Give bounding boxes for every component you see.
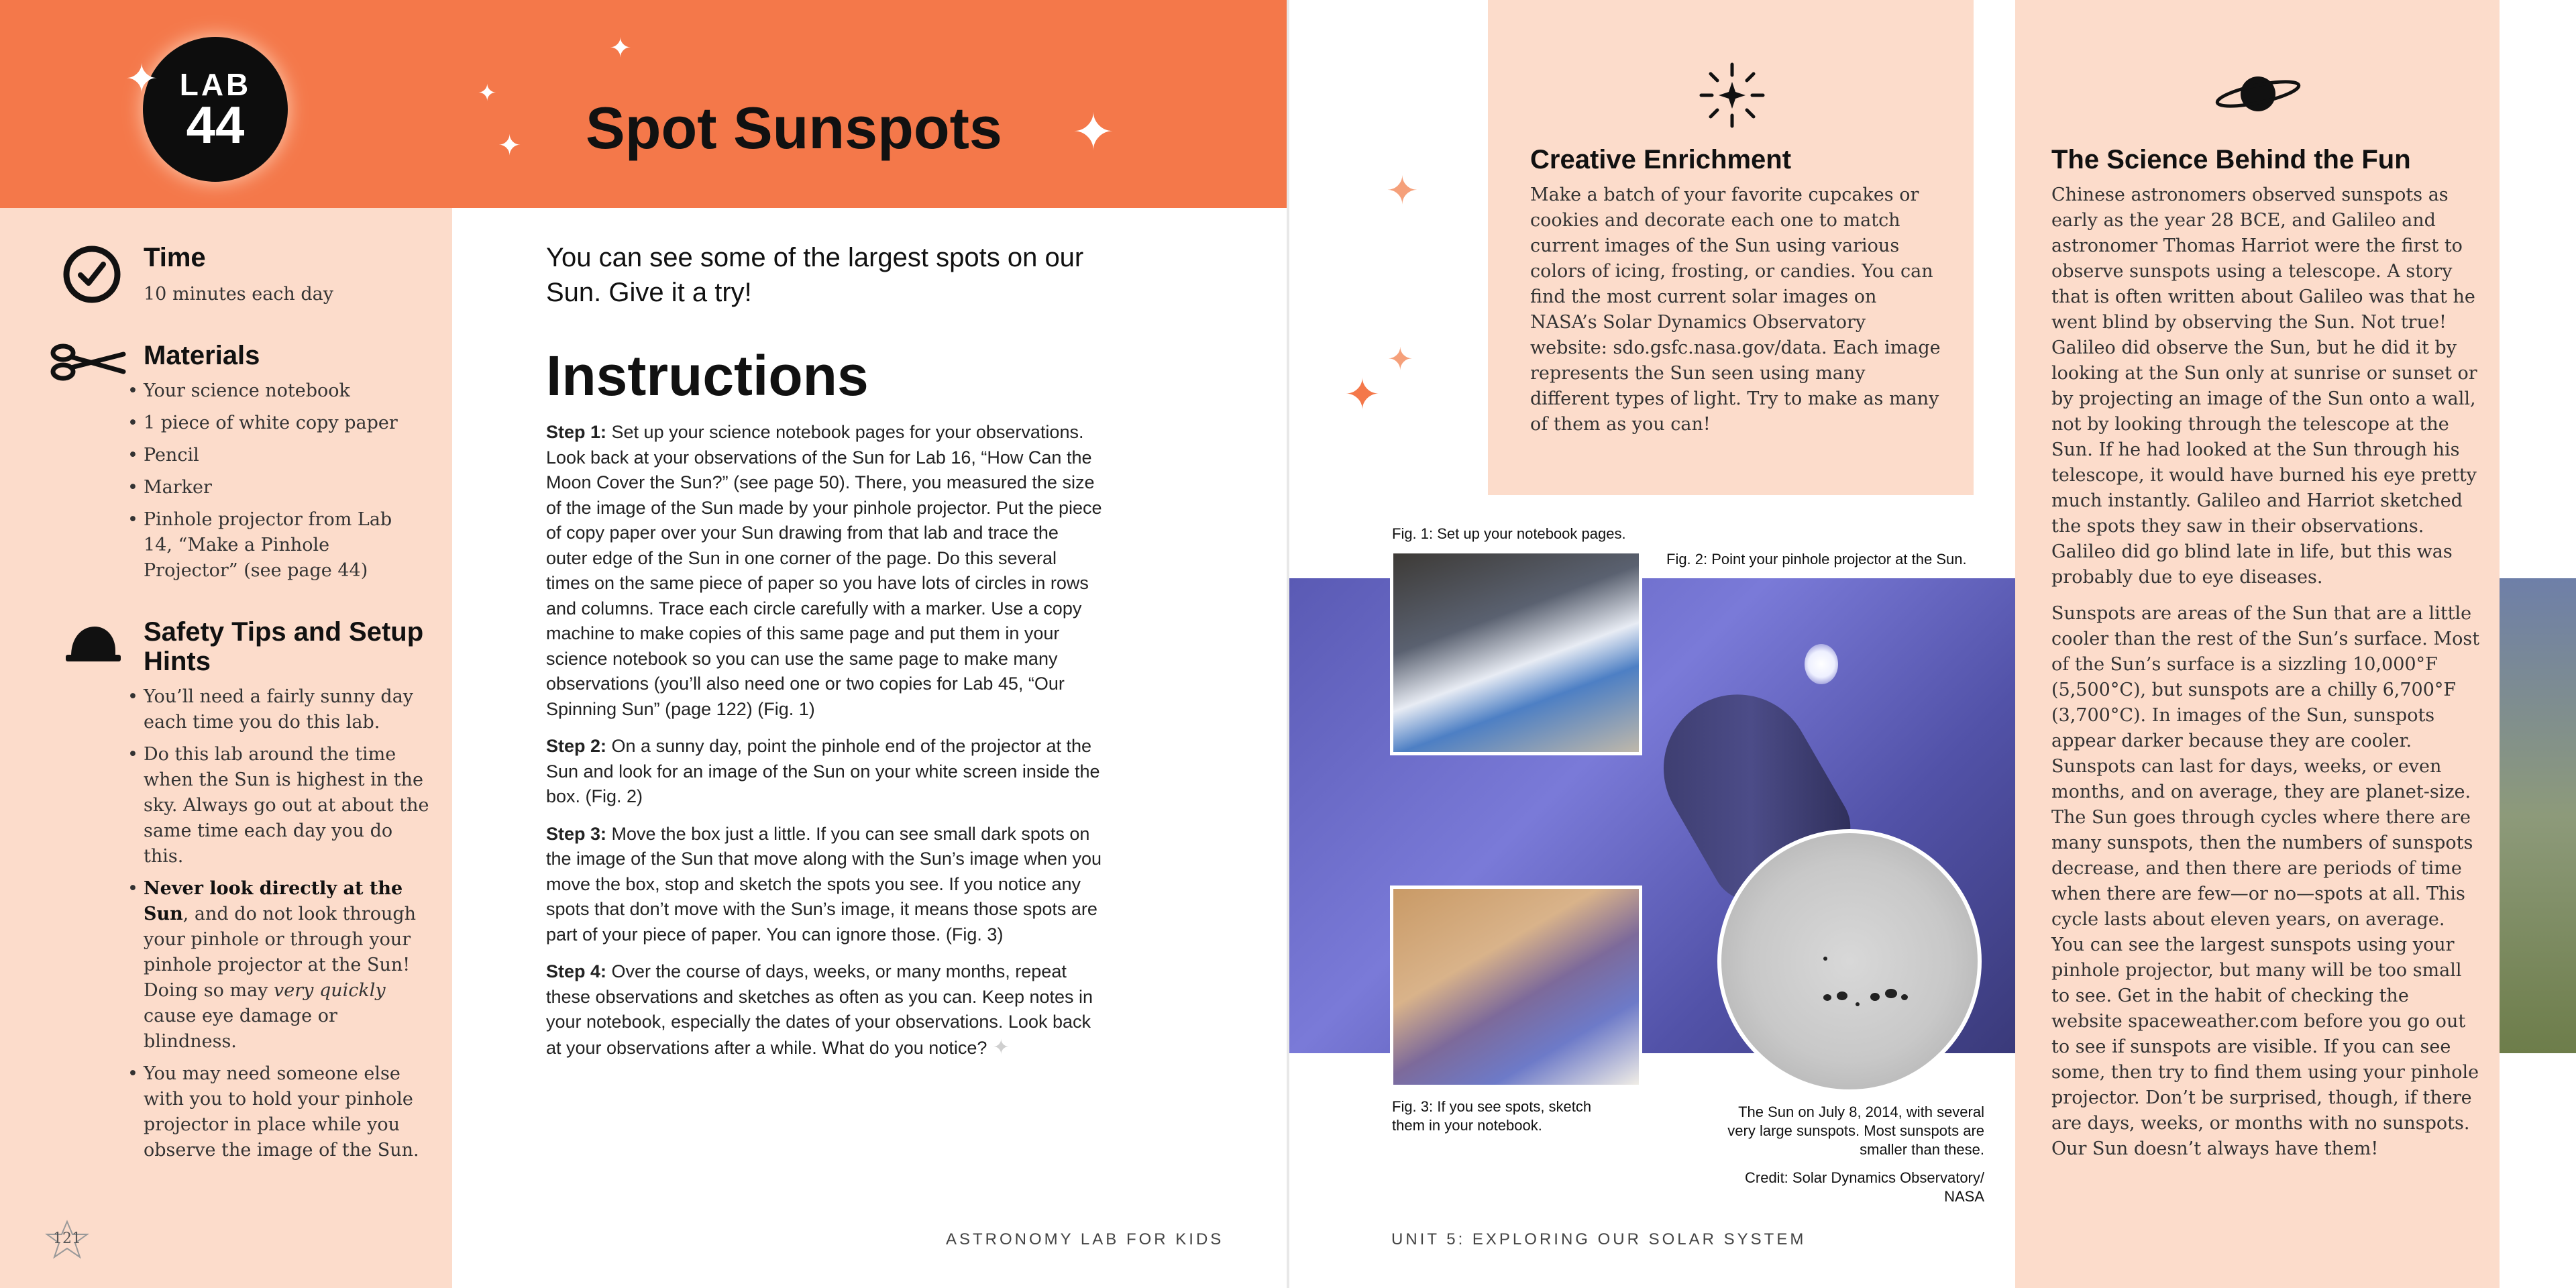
sparkle-icon: ✦ <box>1344 370 1381 419</box>
sparkle-icon: ✦ <box>498 129 522 161</box>
safety-list <box>127 684 429 1170</box>
materials-list <box>127 378 423 590</box>
list-item: • You’ll need a fairly sunny day each time you do this lab. <box>127 684 429 735</box>
list-item: • Pinhole projector from Lab 14, “Make a Pinhole Projector” (see page 44) <box>127 507 423 584</box>
warning-text: Never look directly at the Sun <box>144 878 403 924</box>
step-text: Set up your science notebook pages for your observations. Look back at your observations of the Sun for Lab 16, “How Can the Moon Cover the Sun?” (see page 50). There, you measured the size of the image of the Sun made by your pinhole projector. Put the piece of copy paper over your Sun drawing from that lab and trace the outer edge of the Sun in one corner of the page. Do this several times on the same piece of paper so you have lots of circles in rows and columns. Trace each circle carefully with a marker. Use a copy machine to make copies of this same page and put them in your science notebook so you can use the same page to make many observations (you’ll also need one or two copies for Lab 45, “Our Spinning Sun” (page 122) (Fig. 1) <box>546 422 1102 719</box>
step-text: On a sunny day, point the pinhole end of the projector at the Sun and look for an image of the Sun on your white screen inside the box. (Fig. 2) <box>546 736 1100 806</box>
science-heading: The Science Behind the Fun <box>2051 145 2411 174</box>
enrichment-heading: Creative Enrichment <box>1530 145 1792 174</box>
science-para-1: Chinese astronomers observed sunspots as early as the year 28 BCE, and Galileo and astronomer Thomas Harriot were the first to observe sunspots using a telescope. A story that is often written about Galileo was that he went blind by observing the Sun. Not true! Galileo did observe the Sun, but he did it by looking at the Sun only at sunrise or sunset or by projecting an image of the Sun onto a wall, not by looking through the telescope at the Sun. If he had looked at the Sun through his telescope, it would have burned his eye pretty much instantly. Galileo and Harriot sketched the spots they saw in their observations. Galileo did go blind late in life, but this was probably due to eye diseases. <box>2051 184 2477 588</box>
background-photo-strip <box>2500 578 2576 1053</box>
emphasis-text: very quickly <box>274 980 386 1001</box>
fig1-caption: Fig. 1: Set up your notebook pages. <box>1392 525 1626 542</box>
sunspot <box>1823 994 1831 1001</box>
lab-badge <box>143 37 288 182</box>
fig3-photo <box>1390 885 1642 1088</box>
clock-icon <box>60 243 123 306</box>
sunspot <box>1823 957 1827 961</box>
list-item: • You may need someone else with you to hold your pinhole projector in place while you observe the image of the Sun. <box>127 1061 429 1163</box>
sun-image <box>1717 829 1982 1093</box>
sparkle-icon: ✦ <box>987 1036 1010 1059</box>
footer-right: UNIT 5: EXPLORING OUR SOLAR SYSTEM <box>1391 1230 1807 1248</box>
fig3-caption: Fig. 3: If you see spots, sketch them in your notebook. <box>1392 1098 1592 1134</box>
sparkle-icon: ✦ <box>1386 169 1419 213</box>
sun-projection-spot <box>1805 644 1838 684</box>
sparkle-icon: ✦ <box>609 34 632 63</box>
sparkle-icon <box>1699 62 1766 129</box>
scissors-icon <box>48 342 127 382</box>
step-label: Step 1: <box>546 422 607 442</box>
time-heading: Time <box>144 243 206 272</box>
lab-number: 44 <box>186 95 245 154</box>
list-item: • 1 piece of white copy paper <box>127 411 423 436</box>
enrichment-text: Make a batch of your favorite cupcakes or cookies and decorate each one to match current images of the Sun using various colors of icing, frosting, or candies. You can find the most current solar images on NASA’s Solar Dynamics Observatory website: sdo.gsfc.nasa.gov/data. Each image represents the Sun seen using many different types of light. Try to make as many of them as you can! <box>1530 184 1941 435</box>
sparkle-icon: ✦ <box>1387 341 1413 376</box>
sunspot <box>1885 989 1897 998</box>
list-item: • Pencil <box>127 443 423 468</box>
hard-hat-icon <box>64 623 122 665</box>
photo-credit: Credit: Solar Dynamics Observatory/ NASA <box>1745 1169 1984 1205</box>
sparkle-icon: ✦ <box>478 80 497 106</box>
step-2 <box>546 734 1103 810</box>
instructions-heading: Instructions <box>546 344 869 407</box>
step-label: Step 2: <box>546 736 607 756</box>
step-text: Over the course of days, weeks, or many months, repeat these observations and sketches as often as you can. Keep notes in your notebook, especially the dates of your observations. Look back at your observations after a while. What do you notice? <box>546 961 1093 1058</box>
list-item: • Your science notebook <box>127 378 423 404</box>
materials-heading: Materials <box>144 341 260 370</box>
fig2-caption: Fig. 2: Point your pinhole projector at the Sun. <box>1666 551 1967 568</box>
sparkle-icon: ✦ <box>125 56 159 101</box>
list-item-text: cause eye damage or blindness. <box>144 1006 337 1052</box>
sunspot <box>1901 994 1908 1000</box>
step-label: Step 4: <box>546 961 607 981</box>
science-para-2: Sunspots are areas of the Sun that are a little cooler than the rest of the Sun’s surface. Most of the Sun’s surface is a sizzling 10,000°F (5,500°C), but sunspots are a chilly 6,700°F (3,700°C). In images of the Sun, sunspots appear darker because they are cooler. Sunspots can last for days, weeks, or even months, and on average, they are planet-size. The Sun goes through cycles where there are many sunspots, then the numbers of sunspots decrease, and then there are periods of time when there are few—or no—spots at all. This cycle lasts about eleven years, on average. You can see the largest sunspots using your pinhole projector, but many will be too small to see. Get in the habit of checking the website spaceweather.com before you go out to see if sunspots are visible. If you can see some, then try to find them using your pinhole projector. Don’t be surprised, though, if there are days, weeks, or months with no sunspots. Our Sun doesn’t always have them! <box>2051 603 2480 1159</box>
sparkle-icon: ✦ <box>1072 104 1115 161</box>
sunspot <box>1856 1002 1860 1006</box>
list-item-text: , and do not look through your pinhole or through your pinhole projector at the Sun! Doing so may <box>144 904 417 1001</box>
planet-icon <box>2211 67 2305 121</box>
sun-caption: The Sun on July 8, 2014, with several very large sunspots. Most sunspots are smaller than these. <box>1727 1104 1984 1158</box>
list-item <box>127 876 429 1055</box>
page-number: 121 <box>53 1230 81 1247</box>
step-3 <box>546 822 1103 948</box>
intro-text: You can see some of the largest spots on our Sun. Give it a try! <box>546 243 1084 307</box>
step-label: Step 3: <box>546 823 607 844</box>
footer-left: ASTRONOMY LAB FOR KIDS <box>946 1230 1224 1248</box>
list-item: • Do this lab around the time when the Sun is highest in the sky. Always go out at about the same time each day you do this. <box>127 742 429 869</box>
time-text: 10 minutes each day <box>144 284 334 305</box>
lab-label: LAB <box>179 67 252 102</box>
step-1 <box>546 420 1103 722</box>
fig1-photo <box>1390 550 1642 755</box>
list-item: • Marker <box>127 475 423 500</box>
sunspot <box>1870 993 1880 1001</box>
safety-heading: Safety Tips and Setup Hints <box>144 617 424 676</box>
page-title: Spot Sunspots <box>586 95 1002 161</box>
step-text: Move the box just a little. If you can see small dark spots on the image of the Sun that move along with the Sun’s image when you move the box, stop and sketch the spots you see. If you notice any spots that don’t move with the Sun’s image, it means those spots are part of your piece of paper. You can ignore those. (Fig. 3) <box>546 823 1102 945</box>
sunspot <box>1837 991 1847 1000</box>
steps <box>546 420 1103 1073</box>
step-4 <box>546 959 1103 1061</box>
